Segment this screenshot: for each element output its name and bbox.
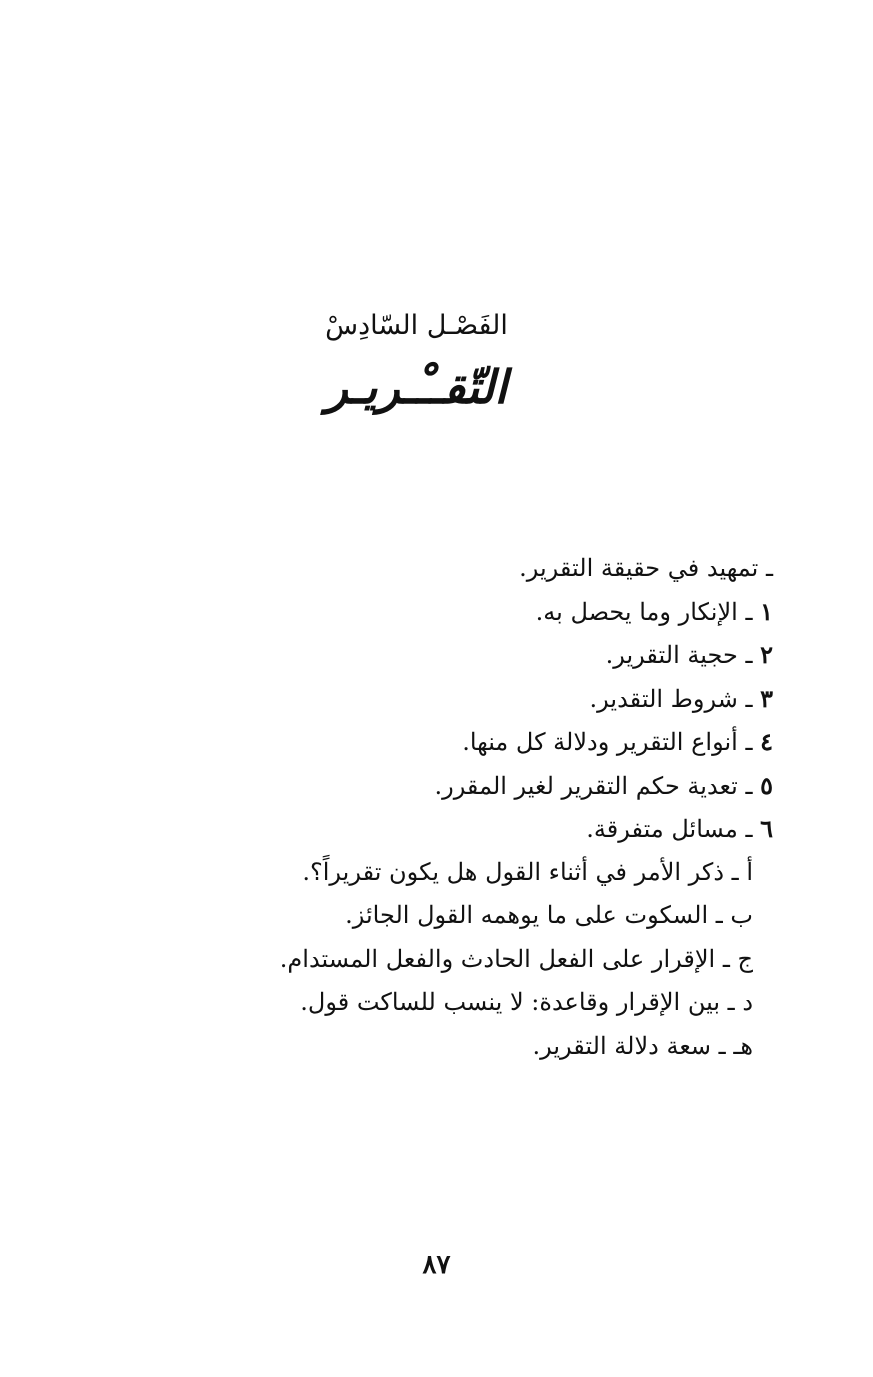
list-item [213, 720, 773, 764]
chapter-label: الفَصْـل السّادِسْ [325, 310, 508, 341]
item-text: ـ الإنكار وما يحصل به. [535, 597, 761, 626]
chapter-title: التّقــْـريـر [325, 360, 508, 414]
sub-list-item: د ـ بين الإقرار وقاعدة: لا ينسب للساكت قول. [300, 988, 753, 1016]
item-text: ـ أنواع التقرير ودلالة كل منها. [462, 728, 761, 756]
list-item [213, 677, 773, 721]
item-text: ـ شروط التقدير. [589, 684, 761, 713]
item-number: ٢ [760, 640, 773, 669]
list-item [213, 633, 773, 677]
page-number: ٨٧ [422, 1250, 451, 1280]
list-item [213, 807, 773, 851]
sub-list-item: هـ ـ سعة دلالة التقرير. [532, 1031, 753, 1060]
item-text: ـ تعدية حكم التقرير لغير المقرر. [434, 771, 761, 800]
item-number: ٦ [760, 814, 773, 843]
item-text: ـ حجية التقرير. [605, 641, 761, 669]
sub-list-item: أ ـ ذكر الأمر في أثناء القول هل يكون تقريراً؟. [302, 857, 753, 886]
item-text: ـ تمهيد في حقيقة التقرير. [519, 554, 773, 582]
sub-list-item: ب ـ السكوت على ما يوهمه القول الجائز. [345, 901, 753, 929]
item-number: ٣ [760, 683, 773, 713]
item-number: ١ [760, 596, 773, 626]
list-item [213, 590, 773, 634]
item-number: ٥ [760, 770, 773, 800]
list-item [213, 764, 773, 808]
item-text: ـ مسائل متفرقة. [586, 815, 761, 843]
list-item [213, 546, 773, 590]
sub-list-item: ج ـ الإقرار على الفعل الحادث والفعل المستدام. [279, 944, 753, 973]
chapter-contents-list [213, 546, 773, 1068]
item-number: ٤ [760, 727, 773, 756]
